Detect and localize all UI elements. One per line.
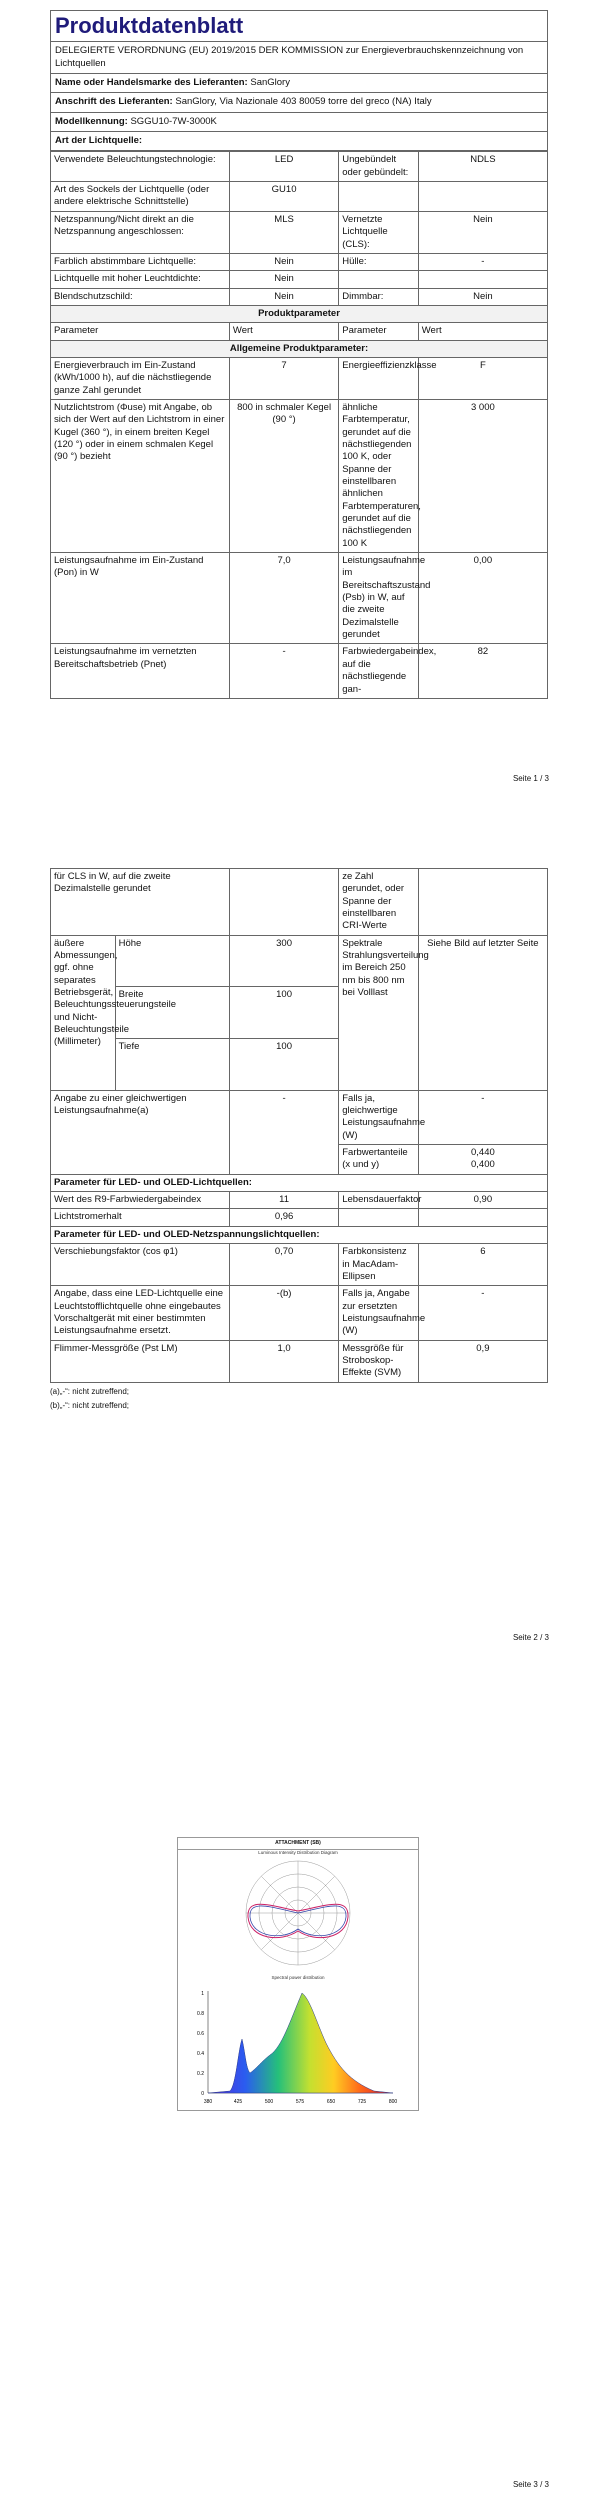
cell-label: Wert des R9-Farbwiedergabeindex <box>51 1192 230 1209</box>
table-row <box>51 182 548 212</box>
table-row <box>51 935 548 987</box>
cell-label: Ungebündelt oder gebündelt: <box>339 152 419 182</box>
table-row <box>51 1286 548 1340</box>
spd-chart <box>178 1981 418 2116</box>
params-table-continued <box>50 868 548 1383</box>
cell-label: Dimmbar: <box>339 288 419 305</box>
cell-label: Lebensdauerfaktor <box>339 1192 419 1209</box>
cell-value <box>418 271 547 288</box>
cell-label: Nutzlichtstrom (Φuse) mit Angabe, ob sich der Wert auf den Lichtstrom in einer Kugel (360 °), in einem breiten Kegel (120 °) oder in einem schmalen Kegel (90 °) bezieht <box>51 399 230 552</box>
table-row <box>51 1340 548 1382</box>
supplier-name-label: Name oder Handelsmarke des Lieferanten: <box>55 77 248 89</box>
dimension-key: Höhe <box>115 935 229 987</box>
cell-label: Farbwertanteile (x und y) <box>339 1145 419 1175</box>
x-tick-label: 725 <box>357 2098 367 2105</box>
mains-heading: Parameter für LED- und OLED-Netzspannungslichtquellen: <box>51 1226 548 1243</box>
cell-value: Nein <box>418 288 547 305</box>
y-tick-label: 0.6 <box>197 2030 204 2037</box>
cell-value: 11 <box>229 1192 338 1209</box>
x-tick-label: 425 <box>233 2098 243 2105</box>
table-row <box>51 869 548 936</box>
intro-table <box>50 41 548 151</box>
cell-label: Verschiebungsfaktor (cos φ1) <box>51 1244 230 1286</box>
cell-value: - <box>229 1090 338 1174</box>
column-header: Wert <box>229 323 338 340</box>
table-row <box>51 553 548 644</box>
cell-label: ze Zahl gerundet, oder Spanne der einstellbaren CRI-Werte <box>339 869 419 936</box>
y-tick-label: 0 <box>201 2090 204 2097</box>
datasheet-title: Produktdatenblatt <box>50 10 548 41</box>
page-number: Seite 3 / 3 <box>512 2480 549 2489</box>
cell-value: 800 in schmaler Kegel (90 °) <box>229 399 338 552</box>
supplier-name: SanGlory <box>250 77 290 89</box>
column-header-row <box>51 323 548 340</box>
cell-value: 0,96 <box>229 1209 338 1226</box>
cell-label: Lichtstromerhalt <box>51 1209 230 1226</box>
dimension-key: Breite <box>115 987 229 1039</box>
cell-value: 0,90 <box>418 1192 547 1209</box>
table-row <box>51 1209 548 1226</box>
page-number: Seite 1 / 3 <box>512 774 549 783</box>
cell-label: Lichtquelle mit hoher Leuchtdichte: <box>51 271 230 288</box>
chroma-x: 0,440 <box>470 1147 495 1159</box>
table-row <box>51 644 548 698</box>
attachment-figure <box>177 1837 419 2111</box>
cell-value: 3 000 <box>418 399 547 552</box>
dimension-value: 100 <box>229 987 338 1039</box>
cell-value: Nein <box>229 288 338 305</box>
cell-value <box>418 182 547 212</box>
spd-title: Spectral power distribution <box>271 1974 325 1980</box>
table-row <box>51 1244 548 1286</box>
cell-value: 0,9 <box>418 1340 547 1382</box>
cell-label: Falls ja, Angabe zur ersetzten Leistungsaufnahme (W) <box>339 1286 419 1340</box>
datasheet-page-2 <box>50 868 548 1411</box>
cell-label: Farbwiedergabeindex, auf die nächstliegende gan- <box>339 644 419 698</box>
cell-value: F <box>418 357 547 399</box>
product-params-heading: Produktparameter <box>51 305 548 322</box>
cell-value: NDLS <box>418 152 547 182</box>
column-header: Wert <box>418 323 547 340</box>
cell-label: Falls ja, gleichwertige Leistungsaufnahme (W) <box>339 1090 419 1144</box>
cell-label: Farblich abstimmbare Lichtquelle: <box>51 253 230 270</box>
column-header: Parameter <box>51 323 230 340</box>
spectral-value: Siehe Bild auf letzter Seite <box>418 935 547 1090</box>
dimension-value: 300 <box>229 935 338 987</box>
cell-label <box>339 182 419 212</box>
footnote-a: (a)„-“: nicht zutreffend; <box>50 1386 129 1396</box>
y-tick-label: 0.2 <box>197 2070 204 2077</box>
spectral-label: Spektrale Strahlungsverteilung im Bereich 250 nm bis 800 nm bei Volllast <box>339 935 419 1090</box>
cell-value: 6 <box>418 1244 547 1286</box>
address-label: Anschrift des Lieferanten: <box>55 96 173 108</box>
table-row <box>51 399 548 552</box>
cell-value: -(b) <box>229 1286 338 1340</box>
dimensions-label: äußere Abmessungen, ggf. ohne separates Betriebsgerät, Beleuchtungssteuerungsteile und Nicht-Beleuchtungsteile (Millimeter) <box>51 935 116 1090</box>
table-row <box>51 152 548 182</box>
cell-value: 7 <box>229 357 338 399</box>
cell-label: Farbkonsistenz in MacAdam-Ellipsen <box>339 1244 419 1286</box>
cell-label: Leistungsaufnahme im vernetzten Bereitschaftsbetrieb (Pnet) <box>51 644 230 698</box>
x-tick-label: 380 <box>203 2098 213 2105</box>
cell-value: - <box>418 1286 547 1340</box>
general-params-heading: Allgemeine Produktparameter: <box>51 340 548 357</box>
cell-value: - <box>418 253 547 270</box>
cell-value: 82 <box>418 644 547 698</box>
column-header: Parameter <box>339 323 419 340</box>
table-row <box>51 211 548 253</box>
cell-value: MLS <box>229 211 338 253</box>
cell-label: Netzspannung/Nicht direkt an die Netzspannung angeschlossen: <box>51 211 230 253</box>
cell-label: ähnliche Farbtemperatur, gerundet auf die nächstliegenden 100 K, oder Spanne der einstellbaren ähnlichen Farbtemperaturen, gerundet auf die nächstliegenden 100 K <box>339 399 419 552</box>
cell-label: Energieeffizienzklasse <box>339 357 419 399</box>
cell-label: Art des Sockels der Lichtquelle (oder andere elektrische Schnittstelle) <box>51 182 230 212</box>
cell-value: LED <box>229 152 338 182</box>
cell-value: 7,0 <box>229 553 338 644</box>
x-tick-label: 500 <box>264 2098 274 2105</box>
cell-label <box>339 271 419 288</box>
table-row <box>51 1090 548 1144</box>
cell-value: Nein <box>418 211 547 253</box>
cell-label: Messgröße für Stroboskop-Effekte (SVM) <box>339 1340 419 1382</box>
cell-label: Angabe, dass eine LED-Lichtquelle eine Leuchtstofflichtquelle ohne eingebautes Vorschaltgerät mit einer bestimmten Leistungsaufnahme ersetzt. <box>51 1286 230 1340</box>
dimension-value: 100 <box>229 1039 338 1091</box>
page-number: Seite 2 / 3 <box>512 1633 549 1642</box>
chroma-y: 0,400 <box>470 1159 495 1171</box>
y-tick-label: 0.4 <box>197 2050 204 2057</box>
x-tick-label: 800 <box>388 2098 398 2105</box>
cell-label: Leistungsaufnahme im Bereitschaftszustand (Psb) in W, auf die zweite Dezimalstelle gerundet <box>339 553 419 644</box>
table-row <box>51 253 548 270</box>
y-tick-label: 0.8 <box>197 2010 204 2017</box>
cell-value: Nein <box>229 271 338 288</box>
model-label: Modellkennung: <box>55 115 128 127</box>
cell-value: Nein <box>229 253 338 270</box>
led-oled-heading: Parameter für LED- und OLED-Lichtquellen: <box>51 1174 548 1191</box>
cell-label: Angabe zu einer gleichwertigen Leistungsaufnahme(a) <box>51 1090 230 1174</box>
table-row <box>51 357 548 399</box>
cell-value: - <box>418 1090 547 1144</box>
light-type-label: Art der Lichtquelle: <box>51 132 548 151</box>
cell-value: GU10 <box>229 182 338 212</box>
cell-value: - <box>229 644 338 698</box>
cell-value: 0,70 <box>229 1244 338 1286</box>
cell-label: Flimmer-Messgröße (Pst LM) <box>51 1340 230 1382</box>
footnote-b: (b)„-“: nicht zutreffend; <box>50 1400 129 1410</box>
regulation-text: DELEGIERTE VERORDNUNG (EU) 2019/2015 DER KOMMISSION zur Energieverbrauchskennzeichnung von Lichtquellen <box>51 42 548 74</box>
table-row <box>51 271 548 288</box>
polar-diagram <box>178 1855 418 1970</box>
x-tick-label: 650 <box>326 2098 336 2105</box>
table-row <box>51 288 548 305</box>
cell-label: Hülle: <box>339 253 419 270</box>
cell-label: Energieverbrauch im Ein-Zustand (kWh/1000 h), auf die nächstliegende ganze Zahl gerundet <box>51 357 230 399</box>
model-id: SGGU10-7W-3000K <box>130 115 217 127</box>
cell-value: 1,0 <box>229 1340 338 1382</box>
y-tick-label: 1 <box>201 1990 204 1997</box>
cell-label: für CLS in W, auf die zweite Dezimalstelle gerundet <box>51 869 230 936</box>
cell-label: Vernetzte Lichtquelle (CLS): <box>339 211 419 253</box>
table-row <box>51 1192 548 1209</box>
cell-label: Blendschutzschild: <box>51 288 230 305</box>
x-tick-label: 575 <box>295 2098 305 2105</box>
attachment-title: ATTACHMENT (SB) <box>178 1838 418 1850</box>
dimension-key: Tiefe <box>115 1039 229 1091</box>
polar-title: Luminous Intensity Distribution Diagram <box>258 1849 338 1855</box>
supplier-address: SanGlory, Via Nazionale 403 80059 torre del greco (NA) Italy <box>175 96 432 108</box>
cell-value: 0,00 <box>418 553 547 644</box>
cell-label: Verwendete Beleuchtungstechnologie: <box>51 152 230 182</box>
light-source-table <box>50 151 548 698</box>
datasheet-page-1 <box>50 10 548 699</box>
cell-label: Leistungsaufnahme im Ein-Zustand (Pon) in W <box>51 553 230 644</box>
